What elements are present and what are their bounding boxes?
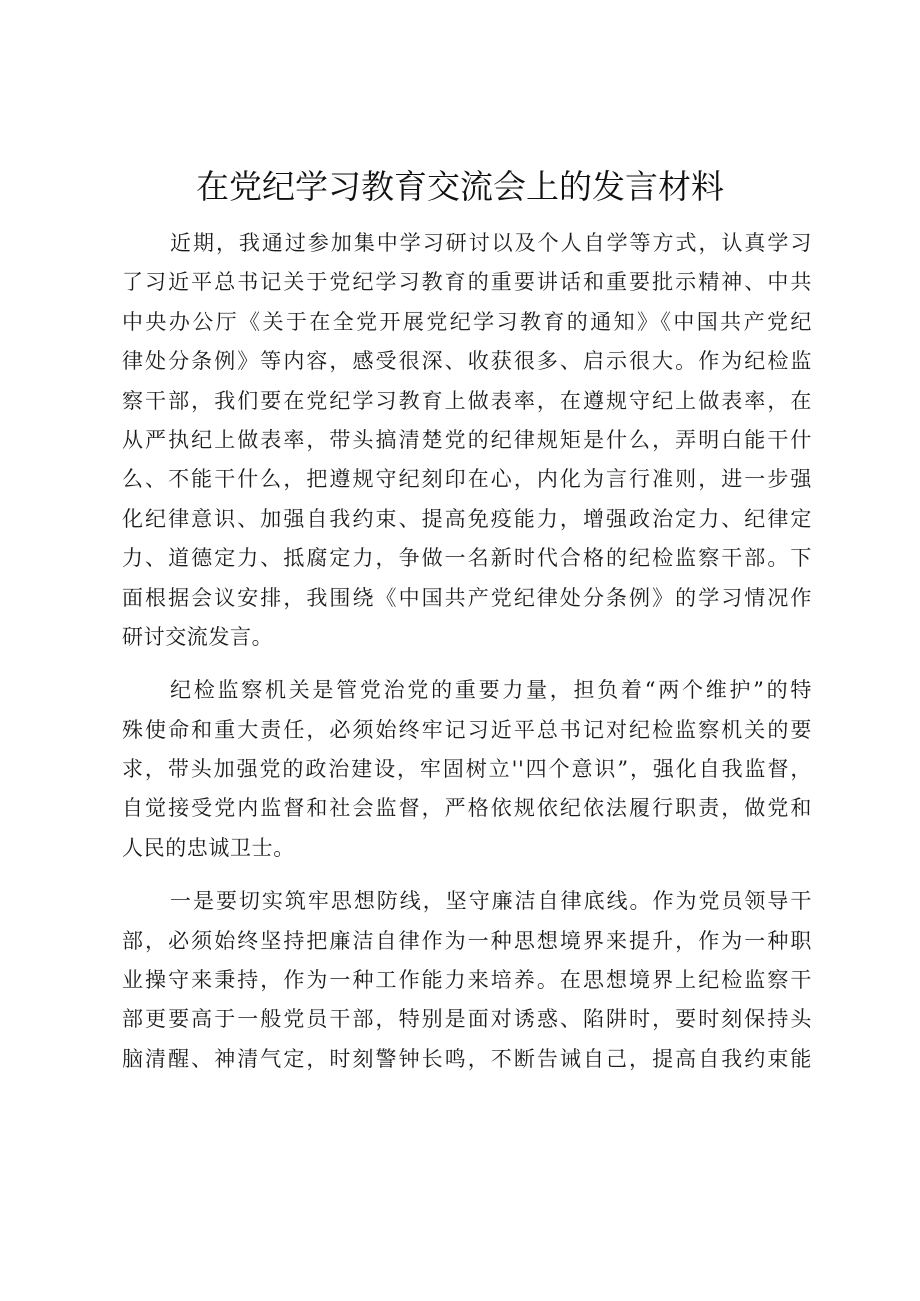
text-line: 从严执纪上做表率，带头搞清楚党的纪律规矩是什么，弄明白能干什	[122, 427, 812, 452]
paragraph-2	[122, 671, 812, 868]
text-line: 部，必须始终坚持把廉洁自律作为一种思想境界来提升，作为一种职	[122, 928, 812, 953]
text-line: 自觉接受党内监督和社会监督，严格依规依纪依法履行职责，做党和	[122, 796, 812, 821]
text-line: 中央办公厅《关于在全党开展党纪学习教育的通知》《中国共产党纪	[122, 309, 812, 334]
document-title: 在党纪学习教育交流会上的发言材料	[196, 167, 724, 206]
text-line: 纪检监察机关是管党治党的重要力量，担负着“两个维护”的特	[170, 678, 812, 703]
text-line: 殊使命和重大责任，必须始终牢记习近平总书记对纪检监察机关的要	[122, 717, 812, 742]
text-line: 近期，我通过参加集中学习研讨以及个人自学等方式，认真学习	[170, 231, 812, 255]
text-line: 么、不能干什么，把遵规守纪刻印在心，内化为言行准则，进一步强	[122, 467, 812, 492]
text-line: 面根据会议安排，我围绕《中国共产党纪律处分条例》的学习情况作	[122, 585, 812, 610]
text-line: 人民的忠诚卫士。	[122, 835, 295, 860]
paragraph-1	[122, 224, 812, 657]
text-line: 研讨交流发言。	[122, 624, 274, 649]
text-line: 求，带头加强党的政治建设，牢固树立''四个意识”，强化自我监督，	[122, 757, 812, 782]
paragraph-3	[122, 882, 812, 1079]
document-body	[122, 224, 812, 1079]
text-line: 部更要高于一般党员干部，特别是面对诱惑、陷阱时，要时刻保持头	[122, 1007, 812, 1032]
text-line: 业操守来秉持，作为一种工作能力来培养。在思想境界上纪检监察干	[122, 968, 812, 993]
text-line: 律处分条例》等内容，感受很深、收获很多、启示很大。作为纪检监	[122, 349, 812, 374]
text-line: 化纪律意识、加强自我约束、提高免疫能力，增强政治定力、纪律定	[122, 506, 812, 531]
text-line: 一是要切实筑牢思想防线，坚守廉洁自律底线。作为党员领导干	[170, 889, 812, 914]
text-line: 了习近平总书记关于党纪学习教育的重要讲话和重要批示精神、中共	[122, 270, 812, 295]
text-line: 脑清醒、神清气定，时刻警钟长鸣，不断告诫自己，提高自我约束能	[122, 1046, 812, 1071]
text-line: 察干部，我们要在党纪学习教育上做表率，在遵规守纪上做表率，在	[122, 388, 812, 413]
paragraph-gap	[122, 868, 812, 882]
paragraph-gap	[122, 657, 812, 671]
text-line: 力、道德定力、抵腐定力，争做一名新时代合格的纪检监察干部。下	[122, 546, 812, 571]
